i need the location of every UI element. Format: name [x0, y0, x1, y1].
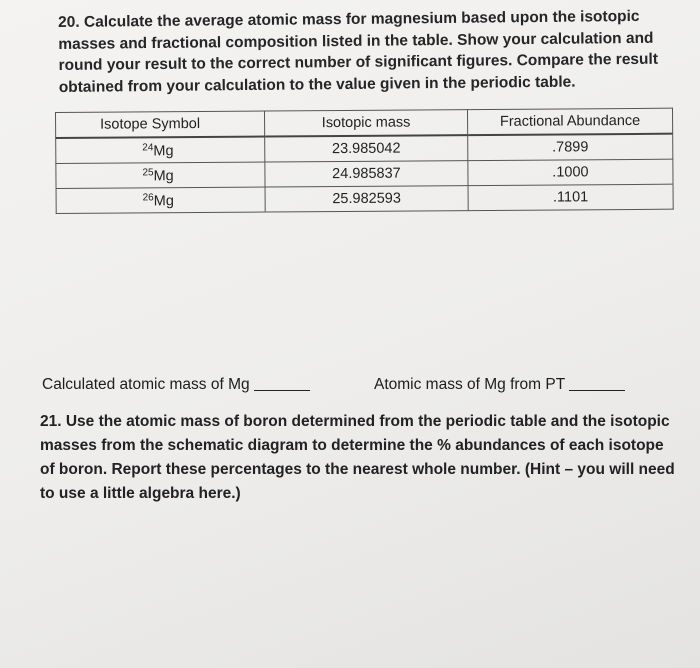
answer-line — [42, 376, 672, 394]
fractional-abundance: .1000 — [468, 159, 673, 185]
periodic-mass-label: Atomic mass of Mg from PT — [374, 376, 565, 393]
periodic-mass-blank[interactable] — [569, 390, 625, 391]
mass-number: 25 — [142, 166, 154, 178]
calculated-mass-label: Calculated atomic mass of Mg — [42, 376, 250, 393]
mass-number: 24 — [142, 141, 154, 153]
question-20 — [58, 6, 669, 98]
isotope-symbol — [56, 162, 265, 188]
question-20-text: 20. Calculate the average atomic mass for magnesium based upon the isotopic masses and fractional composition listed in the table. Show your calculation and round your result to the correct number of significant figures. Compare the result obtained from your calculation to the value given in the periodic table. — [58, 7, 659, 96]
question-21-text: 21. Use the atomic mass of boron determined from the periodic table and the isotopic masses from the schematic diagram to determine the % abundances of each isotope of boron. Report these percentages to the nearest whole number. (Hint – you will need to use a little algebra here.) — [40, 413, 675, 502]
isotopic-mass: 23.985042 — [265, 135, 468, 162]
isotope-symbol — [56, 137, 265, 164]
table-row — [56, 184, 673, 213]
element-symbol: Mg — [153, 167, 174, 184]
fractional-abundance: .7899 — [468, 134, 673, 161]
element-symbol: Mg — [153, 142, 174, 159]
isotopic-mass: 24.985837 — [265, 161, 468, 187]
isotope-symbol — [56, 187, 265, 213]
fractional-abundance: .1101 — [468, 184, 673, 210]
header-isotope-symbol: Isotope Symbol — [56, 111, 265, 138]
isotope-table — [55, 108, 674, 214]
calculated-mass-blank[interactable] — [254, 390, 310, 391]
question-21 — [40, 410, 680, 506]
header-isotopic-mass: Isotopic mass — [264, 110, 467, 137]
periodic-mass-group — [374, 376, 625, 394]
isotopic-mass: 25.982593 — [265, 186, 468, 212]
header-fractional-abundance: Fractional Abundance — [467, 108, 672, 135]
element-symbol: Mg — [153, 192, 174, 209]
mass-number: 26 — [142, 191, 154, 203]
